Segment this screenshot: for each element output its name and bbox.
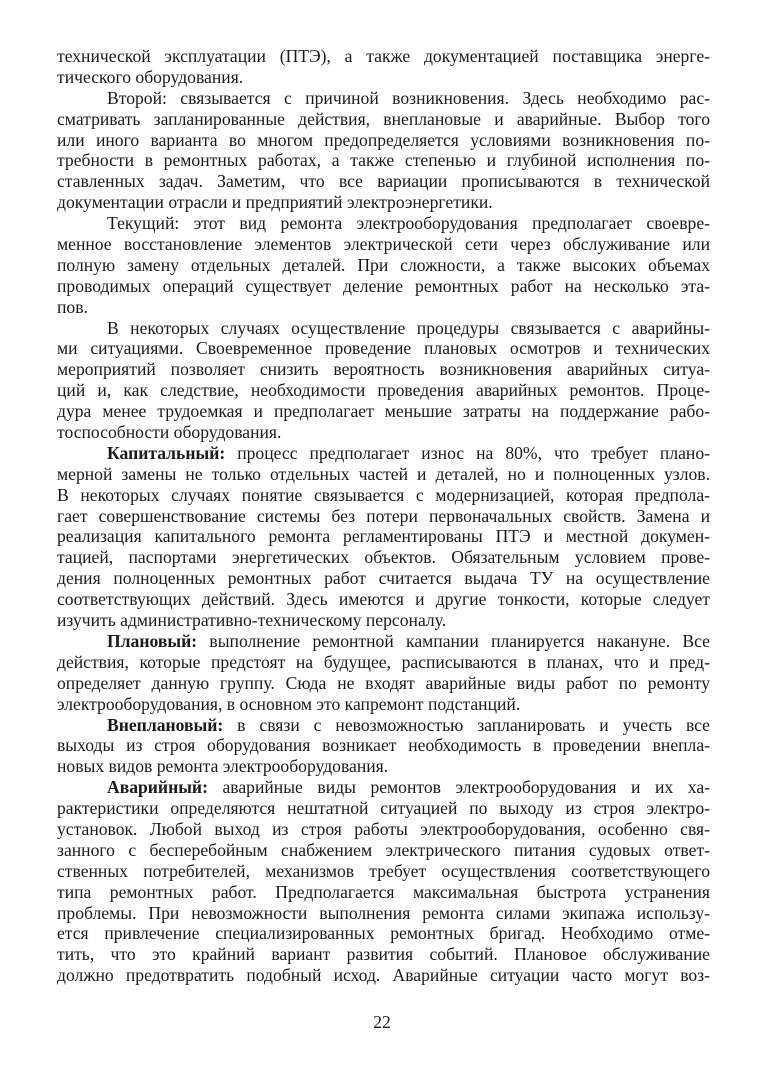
line-text: типа ремонтных работ. Предполагается максимальная быстрота устранения bbox=[57, 881, 710, 902]
paragraph bbox=[57, 46, 710, 88]
text-line bbox=[57, 401, 710, 422]
page-number: 22 bbox=[373, 1012, 391, 1032]
line-text: тического оборудования. bbox=[57, 66, 244, 87]
paragraph bbox=[57, 443, 710, 631]
text-line bbox=[57, 756, 710, 777]
text-line bbox=[57, 798, 710, 819]
text-line bbox=[57, 840, 710, 861]
text-line bbox=[57, 234, 710, 255]
line-text: дения полноценных ремонтных работ считается выдача ТУ на осуществление bbox=[57, 568, 710, 589]
text-line bbox=[57, 109, 710, 130]
line-text: пов. bbox=[57, 296, 88, 317]
line-text: документации отрасли и предприятий электроэнергетики. bbox=[57, 192, 493, 213]
line-text: ми ситуациями. Своевременное проведение плановых осмотров и технических bbox=[57, 338, 710, 359]
text-line bbox=[57, 171, 710, 192]
line-text: мероприятий позволяет снизить вероятность возникновения аварийных ситуа- bbox=[57, 359, 710, 380]
paragraph bbox=[57, 213, 710, 317]
paragraph bbox=[57, 631, 710, 715]
line-text: ется привлечение специализированных ремонтных бригад. Необходимо отме- bbox=[57, 923, 710, 944]
text-line bbox=[57, 652, 710, 673]
text-line bbox=[57, 338, 710, 359]
text-line bbox=[57, 903, 710, 924]
page-body bbox=[57, 46, 710, 986]
line-text: ций и, как следствие, необходимости проведения аварийных ремонтов. Проце- bbox=[57, 380, 710, 401]
text-line bbox=[57, 526, 710, 547]
line-text: тоспособности оборудования. bbox=[57, 422, 282, 443]
line-text: требности в ремонтных работах, а также степенью и глубиной исполнения по- bbox=[57, 150, 710, 171]
line-text: гает совершенствование системы без потери первоначальных свойств. Замена и bbox=[57, 505, 710, 526]
line-text: в связи с невозможностью запланировать и учесть все bbox=[223, 714, 710, 735]
line-text: аварийные виды ремонтов электрооборудования и их ха- bbox=[207, 777, 710, 798]
text-line bbox=[57, 589, 710, 610]
term-lead: Капитальный: bbox=[107, 442, 226, 463]
line-text: определяет данную группу. Сюда не входят аварийные виды работ по ремонту bbox=[57, 672, 710, 693]
text-line bbox=[57, 67, 710, 88]
text-line bbox=[57, 130, 710, 151]
text-line bbox=[57, 819, 710, 840]
line-text: проблемы. При невозможности выполнения ремонта силами экипажа использу- bbox=[57, 902, 710, 923]
line-text: тацией, паспортами энергетических объектов. Обязательным условием прове- bbox=[57, 547, 710, 568]
text-line bbox=[57, 506, 710, 527]
line-text: тить, что это крайний вариант развития событий. Плановое обслуживание bbox=[57, 944, 710, 965]
text-line bbox=[57, 443, 710, 464]
line-text: изучить административно-техническому персоналу. bbox=[57, 610, 447, 631]
text-line bbox=[57, 192, 710, 213]
text-line bbox=[57, 485, 710, 506]
text-line bbox=[57, 88, 710, 109]
paragraph bbox=[57, 88, 710, 213]
line-text: процесс предполагает износ на 80%, что требует плано- bbox=[225, 442, 710, 463]
text-line bbox=[57, 777, 710, 798]
line-text: мерной замены не только отдельных частей и деталей, но и полноценных узлов. bbox=[57, 463, 710, 484]
term-lead: Аварийный: bbox=[107, 777, 208, 798]
line-text: сматривать запланированные действия, внеплановые и аварийные. Выбор того bbox=[57, 108, 710, 129]
text-line bbox=[57, 735, 710, 756]
line-text: В некоторых случаях понятие связывается с модернизацией, которая предпола- bbox=[57, 484, 710, 505]
line-text: установок. Любой выход из строя работы электрооборудования, особенно свя- bbox=[57, 818, 710, 839]
text-line bbox=[57, 547, 710, 568]
text-line bbox=[57, 380, 710, 401]
term-lead: Плановый: bbox=[107, 630, 198, 651]
line-text: дура менее трудоемкая и предполагает меньшие затраты на поддержание рабо- bbox=[57, 401, 710, 422]
line-text: полную замену отдельных деталей. При сложности, а также высоких объемах bbox=[57, 254, 710, 275]
term-lead: Внеплановый: bbox=[107, 714, 224, 735]
text-line bbox=[57, 150, 710, 171]
line-text: менное восстановление элементов электрической сети через обслуживание или bbox=[57, 234, 710, 255]
text-line bbox=[57, 715, 710, 736]
text-line bbox=[57, 213, 710, 234]
line-text: должно предотвратить подобный исход. Аварийные ситуации часто могут воз- bbox=[57, 965, 710, 986]
line-text: соответствующих действий. Здесь имеются и другие тонкости, которые следует bbox=[57, 589, 710, 610]
line-text: выполнение ремонтной кампании планируется накануне. Все bbox=[197, 630, 710, 651]
text-line bbox=[57, 965, 710, 986]
text-line bbox=[57, 568, 710, 589]
text-line bbox=[57, 631, 710, 652]
text-line bbox=[57, 610, 710, 631]
line-text: новых видов ремонта электрооборудования. bbox=[57, 756, 389, 777]
text-line bbox=[57, 359, 710, 380]
paragraph bbox=[57, 318, 710, 443]
text-line bbox=[57, 297, 710, 318]
line-text: реализация капитального ремонта регламентированы ПТЭ и местной докумен- bbox=[57, 526, 710, 547]
line-text: электрооборудования, в основном это капремонт подстанций. bbox=[57, 693, 521, 714]
line-text: В некоторых случаях осуществление процедуры связывается с аварийны- bbox=[107, 317, 710, 338]
line-text: ставленных задач. Заметим, что все вариации прописываются в технической bbox=[57, 171, 710, 192]
text-line bbox=[57, 673, 710, 694]
line-text: Второй: связывается с причиной возникновения. Здесь необходимо рас- bbox=[107, 87, 710, 108]
line-text: ственных потребителей, механизмов требует осуществления соответствующего bbox=[57, 860, 710, 881]
text-line bbox=[57, 464, 710, 485]
paragraph bbox=[57, 715, 710, 778]
text-line bbox=[57, 422, 710, 443]
line-text: или иного варианта во многом предопределяется условиями возникновения по- bbox=[57, 129, 710, 150]
paragraph bbox=[57, 777, 710, 986]
text-line bbox=[57, 318, 710, 339]
text-line bbox=[57, 46, 710, 67]
line-text: Текущий: этот вид ремонта электрооборудования предполагает своевре- bbox=[107, 213, 710, 234]
line-text: рактеристики определяются нештатной ситуацией по выходу из строя электро- bbox=[57, 798, 710, 819]
line-text: проводимых операций существует деление ремонтных работ на несколько эта- bbox=[57, 275, 710, 296]
line-text: занного с бесперебойным снабжением электрического питания судовых ответ- bbox=[57, 839, 710, 860]
text-line bbox=[57, 923, 710, 944]
text-line bbox=[57, 255, 710, 276]
line-text: действия, которые предстоят на будущее, расписываются в планах, что и пред- bbox=[57, 651, 710, 672]
text-line bbox=[57, 276, 710, 297]
text-line bbox=[57, 882, 710, 903]
text-line bbox=[57, 694, 710, 715]
line-text: технической эксплуатации (ПТЭ), а также документацией поставщика энерге- bbox=[57, 46, 710, 66]
text-line bbox=[57, 861, 710, 882]
text-line bbox=[57, 944, 710, 965]
line-text: выходы из строя оборудования возникает необходимость в проведении внепла- bbox=[57, 735, 710, 756]
